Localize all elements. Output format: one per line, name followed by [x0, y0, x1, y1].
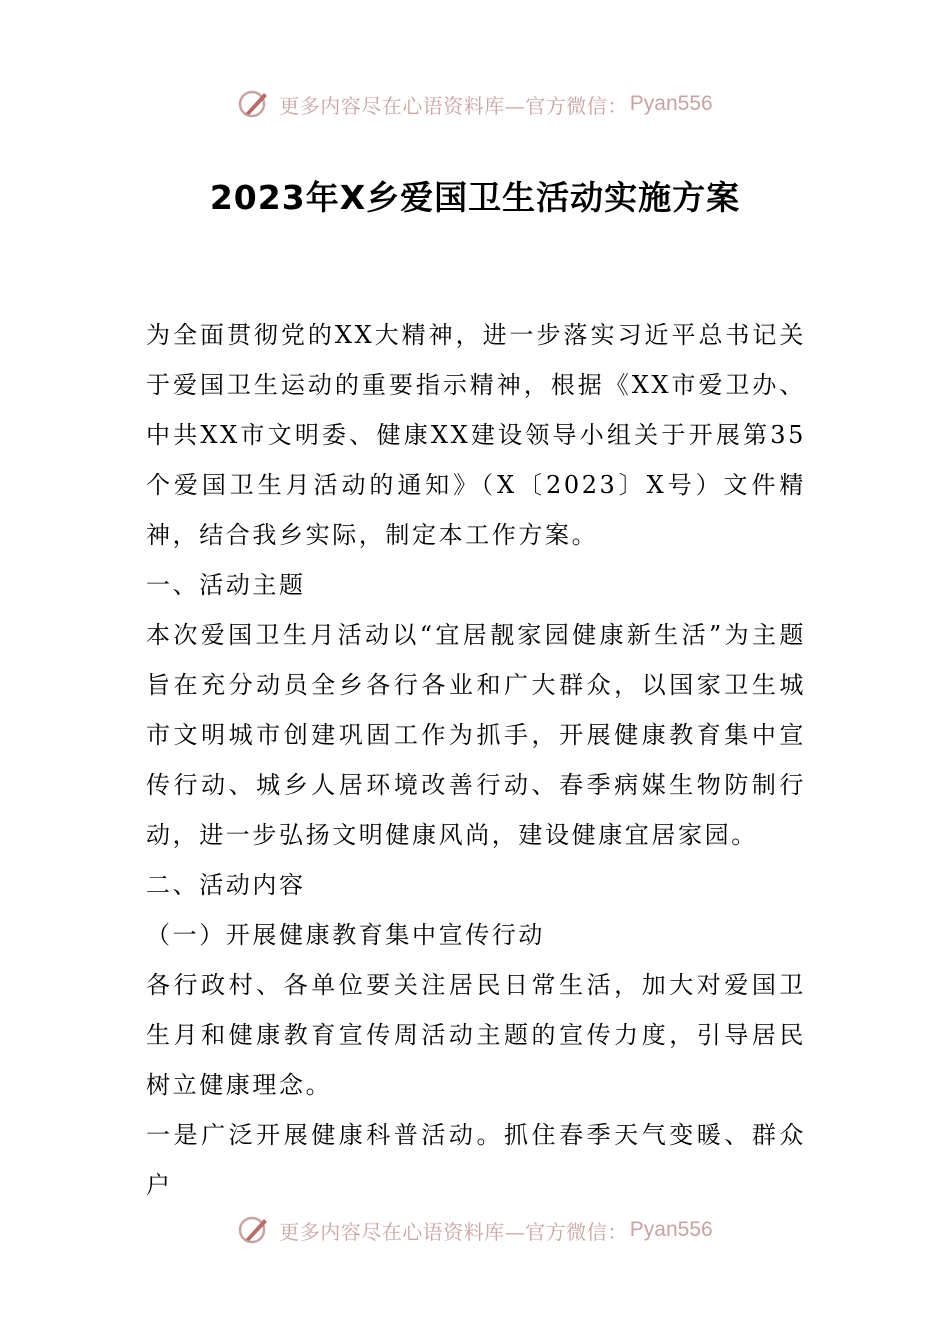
watermark-text: 更多内容尽在心语资料库—官方微信：: [279, 1219, 628, 1244]
watermark-text: 更多内容尽在心语资料库—官方微信：: [279, 93, 628, 118]
theme-paragraph: 本次爱国卫生月活动以“宜居靓家园健康新生活”为主题旨在充分动员全乡各行各业和广大群众，以国家卫生城市文明城市创建巩固工作为抓手，开展健康教育集中宣传行动、城乡人居环境改善行动、春季病媒生物防制行动，进一步弘扬文明健康风尚，建设健康宜居家园。: [146, 621, 806, 849]
watermark-wechat-id: Pyan556: [629, 92, 713, 115]
document-body: [146, 310, 806, 1210]
section-heading-theme: 一、活动主题: [146, 571, 306, 599]
intro-paragraph: 为全面贯彻党的XX大精神，进一步落实习近平总书记关于爱国卫生运动的重要指示精神，根据《XX市爱卫办、中共XX市文明委、健康XX建设领导小组关于开展第35个爱国卫生月活动的通知》（X〔2023〕X号）文件精神，结合我乡实际，制定本工作方案。: [146, 321, 806, 549]
watermark-banner-bottom: [0, 1210, 950, 1250]
watermark-wechat-id: Pyan556: [629, 1218, 713, 1241]
quill-pen-logo-icon: [237, 1213, 271, 1247]
quill-pen-logo-icon: [237, 87, 271, 121]
watermark-banner-top: [0, 84, 950, 124]
document-title: 2023年X乡爱国卫生活动实施方案: [209, 178, 741, 217]
education-paragraph: 各行政村、各单位要关注居民日常生活，加大对爱国卫生月和健康教育宣传周活动主题的宣传力度，引导居民树立健康理念。: [146, 971, 806, 1099]
science-activity-paragraph: 一是广泛开展健康科普活动。抓住春季天气变暖、群众户: [146, 1121, 806, 1199]
subsection-heading-education: （一）开展健康教育集中宣传行动: [146, 921, 545, 949]
section-heading-content: 二、活动内容: [146, 871, 306, 899]
